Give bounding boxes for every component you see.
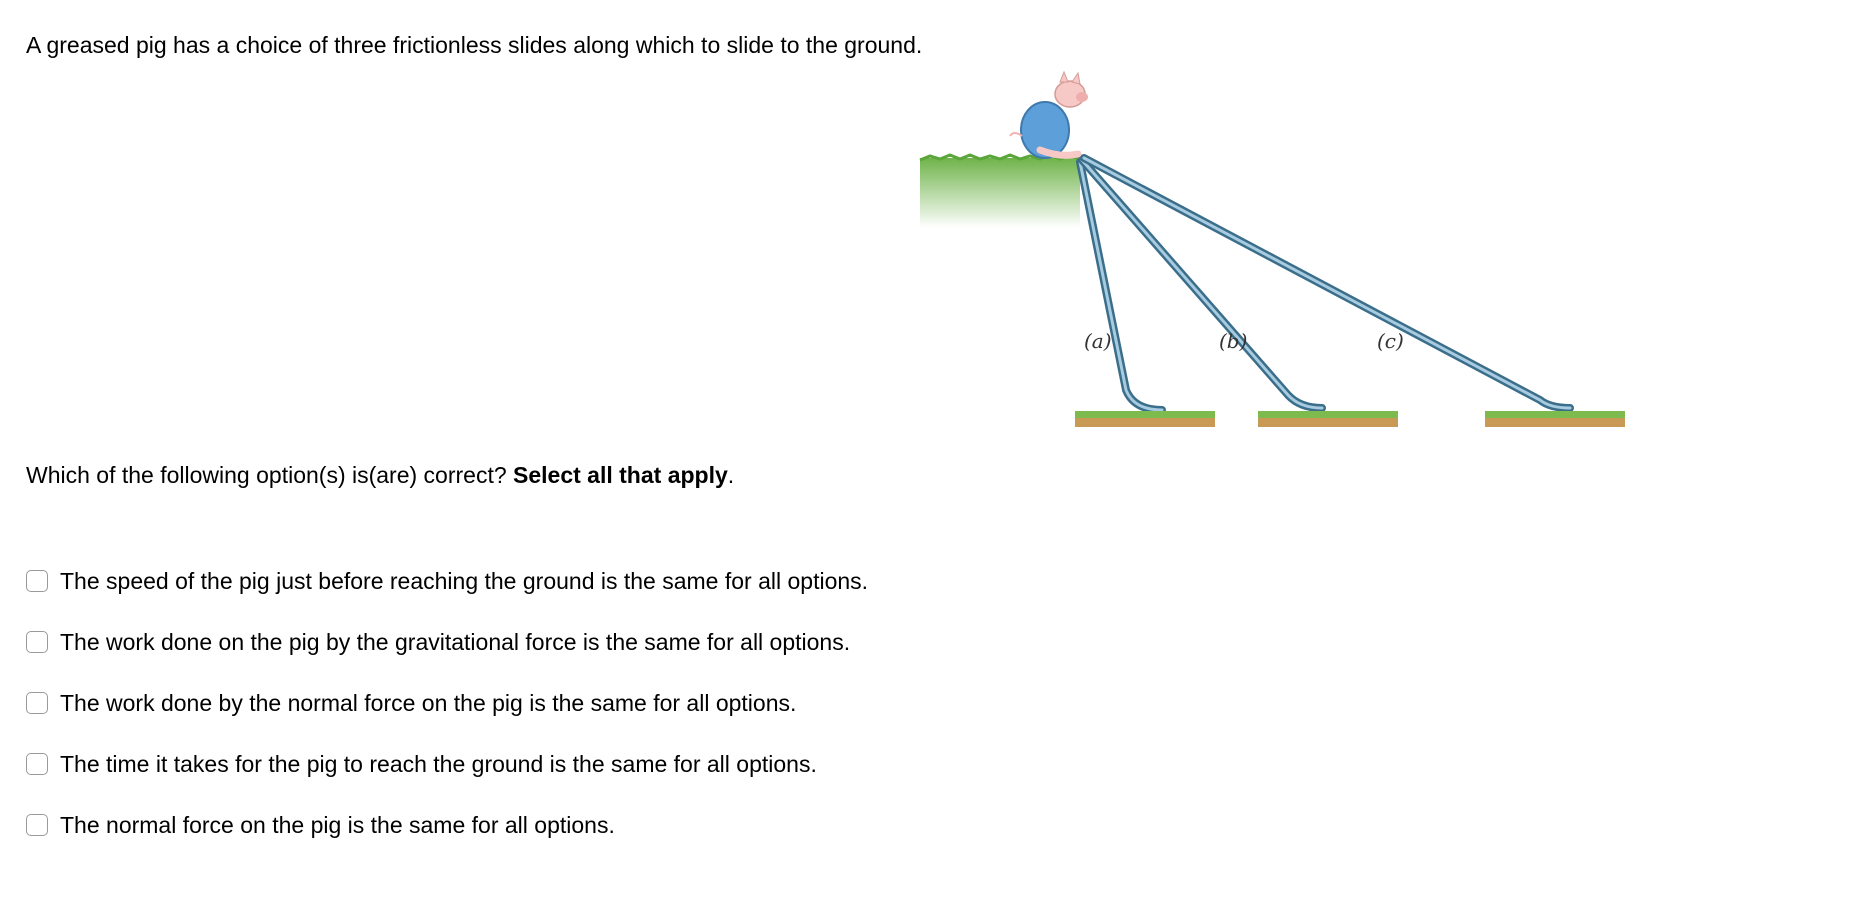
answer-options <box>26 550 868 855</box>
question-prompt <box>26 460 734 490</box>
answer-option[interactable] <box>26 672 868 733</box>
question-emphasis: Select all that apply <box>513 462 728 488</box>
checkbox[interactable] <box>26 570 48 592</box>
slide-c-label: (c) <box>1377 329 1404 353</box>
ground-pad-b <box>1258 411 1398 427</box>
ground-pad-c <box>1485 411 1625 427</box>
answer-option[interactable] <box>26 733 868 794</box>
slide-c <box>1084 158 1570 408</box>
option-label: The speed of the pig just before reaching the ground is the same for all options. <box>60 567 869 594</box>
answer-option[interactable] <box>26 794 868 855</box>
hill-platform <box>920 158 1080 228</box>
option-label: The work done on the pig by the gravitational force is the same for all options. <box>60 628 851 655</box>
checkbox[interactable] <box>26 692 48 714</box>
checkbox[interactable] <box>26 631 48 653</box>
answer-option[interactable] <box>26 550 868 611</box>
problem-statement: A greased pig has a choice of three frictionless slides along which to slide to the ground. <box>26 32 923 58</box>
question-prefix: Which of the following option(s) is(are) correct? <box>26 462 514 488</box>
slide-b-label: (b) <box>1219 329 1248 353</box>
checkbox[interactable] <box>26 814 48 836</box>
ground-pad-a <box>1075 411 1215 427</box>
pig-slides-figure <box>910 70 1650 440</box>
slide-b <box>1082 160 1322 408</box>
option-label: The time it takes for the pig to reach the ground is the same for all options. <box>60 750 817 777</box>
option-label: The work done by the normal force on the pig is the same for all options. <box>60 689 797 716</box>
slide-a-label: (a) <box>1084 329 1112 353</box>
option-label: The normal force on the pig is the same for all options. <box>60 811 615 838</box>
answer-option[interactable] <box>26 611 868 672</box>
question-suffix: . <box>727 462 735 488</box>
pig-illustration <box>1010 72 1088 158</box>
checkbox[interactable] <box>26 753 48 775</box>
